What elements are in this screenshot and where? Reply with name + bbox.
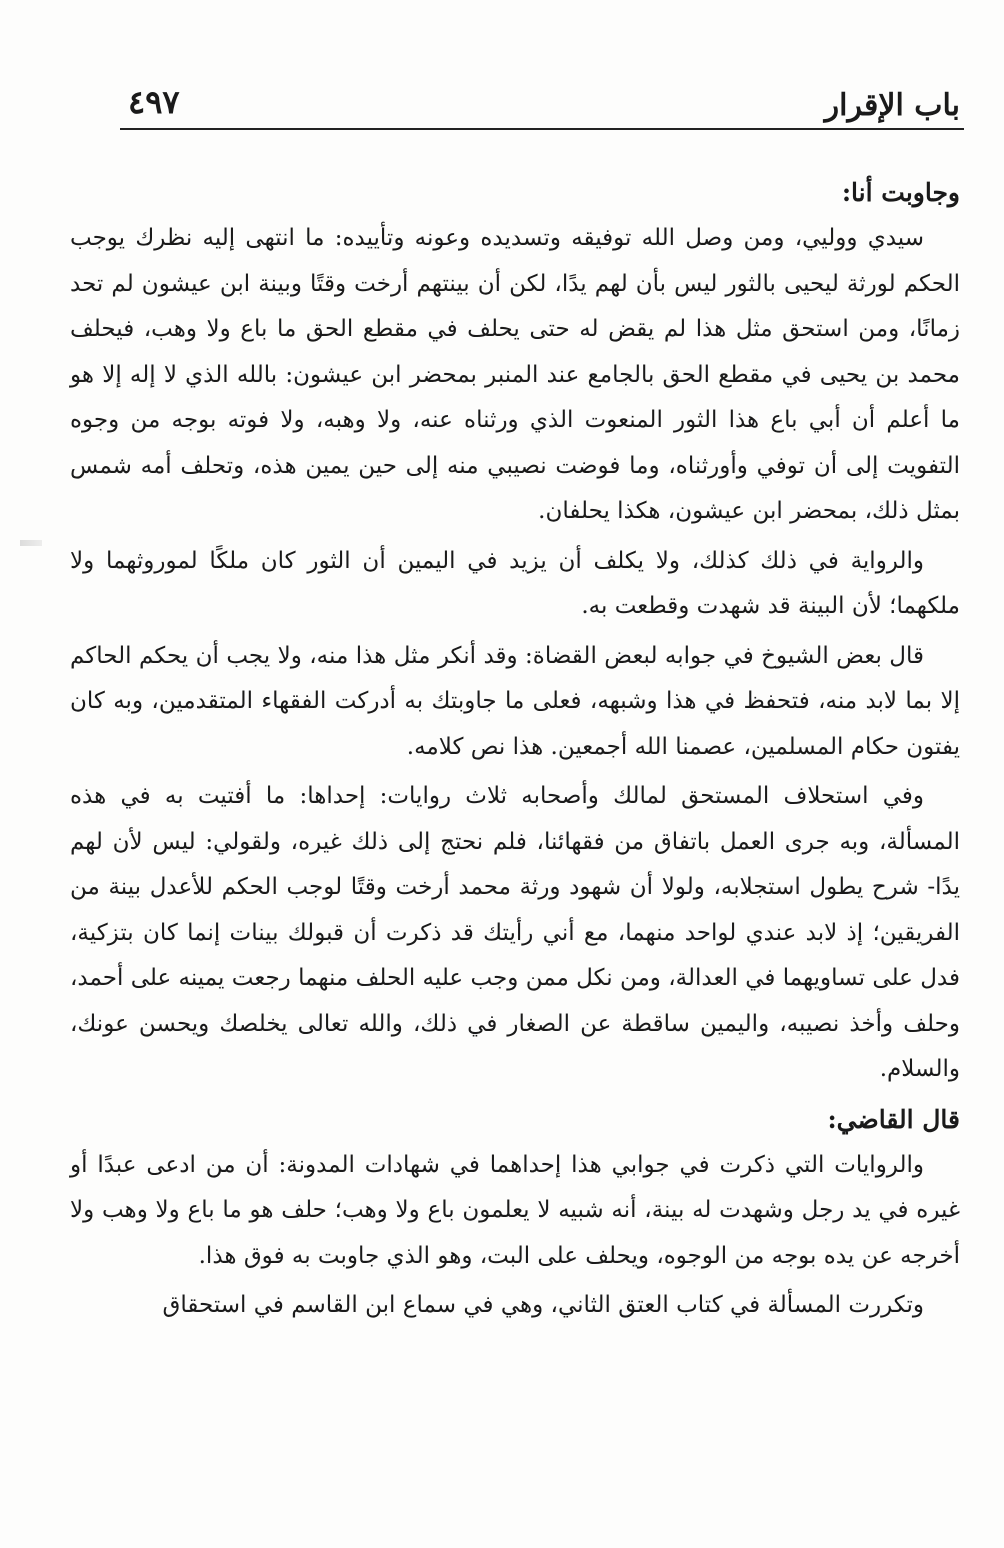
paragraph: وفي استحلاف المستحق لمالك وأصحابه ثلاث روايات: إحداها: ما أفتيت به في هذه المسألة، وبه جرى العمل باتفاق من فقهائنا، فلم نحتج إلى ذلك غيره، ولقولي: ليس لأن لهم يدًا- شرح يطول استجلابه، ولولا أن شهود ورثة محمد أرخت وقتًا لوجب الحكم للأعدل بينة من الفريقين؛ إذ لابد عندي لواحد منهما، مع أني رأيتك قد ذكرت أن قبولك بينات إنما كان بتزكية، فدل على تساويهما في العدالة، ومن نكل ممن وجب عليه الحلف منهما رجعت يمينه على أحمد، وحلف وأخذ نصيبه، واليمين ساقطة عن الصغار في ذلك، والله تعالى يخلصك ويحسن عونك، والسلام. [70,783,960,1082]
header-rule [120,128,964,130]
paragraph: والرواية في ذلك كذلك، ولا يكلف أن يزيد في اليمين أن الثور كان ملكًا لموروثهما ولا ملكهما؛ لأن البينة قد شهدت وقطعت به. [70,547,960,619]
scan-artifact [20,540,42,546]
page-header [120,80,960,130]
paragraph: والروايات التي ذكرت في جوابي هذا إحداهما في شهادات المدونة: أن من ادعى عبدًا أو غيره في يد رجل وشهدت له بينة، أنه شبيه لا يعلمون باع ولا وهب؛ حلف هو ما باع ولا وهب ولا أخرجه عن يده بوجه من الوجوه، ويحلف على البت، وهو الذي جاوبت به فوق هذا. [70,1151,960,1269]
paragraph: قال بعض الشيوخ في جوابه لبعض القضاة: وقد أنكر مثل هذا منه، ولا يجب أن يحكم الحاكم إلا بما لابد منه، فتحفظ في هذا وشبهه، فعلى ما جاوبتك به أدركت الفقهاء المتقدمين، وبه كان يفتون حكام المسلمين، عصمنا الله أجمعين. هذا نص كلامه. [70,642,960,760]
section-heading: وجاوبت أنا: [841,178,960,207]
page-number: ٤٩٧ [128,83,180,121]
section-heading: قال القاضي: [827,1104,960,1134]
page-body [70,170,960,1329]
paragraph: سيدي ووليي، ومن وصل الله توفيقه وتسديده وعونه وتأييده: ما انتهى إليه نظرك يوجب الحكم لورثة ليحيى بالثور ليس بأن لهم يدًا، لكن أن بينتهم أرخت وقتًا وبينة ابن عيشون لم تحد زمانًا، ومن استحق مثل هذا لم يقض له حتى يحلف في مقطع الحق ما باع ولا وهب، فيحلف محمد بن يحيى في مقطع الحق بالجامع عند المنبر بمحضر ابن عيشون: بالله الذي لا إله إلا هو ما أعلم أن أبي باع هذا الثور المنعوت الذي ورثناه عنه، ولا وهبه، ولا فوته بوجه من وجوه التفويت إلى أن توفي وأورثناه، وما فوضت نصيبي منه إلى حين يمين هذه، وتحلف أمه شمس بمثل ذلك، بمحضر ابن عيشون، هكذا يحلفان. [70,225,960,524]
chapter-title: باب الإقرار [824,88,960,123]
paragraph: وتكررت المسألة في كتاب العتق الثاني، وهي في سماع ابن القاسم في استحقاق [162,1292,924,1318]
